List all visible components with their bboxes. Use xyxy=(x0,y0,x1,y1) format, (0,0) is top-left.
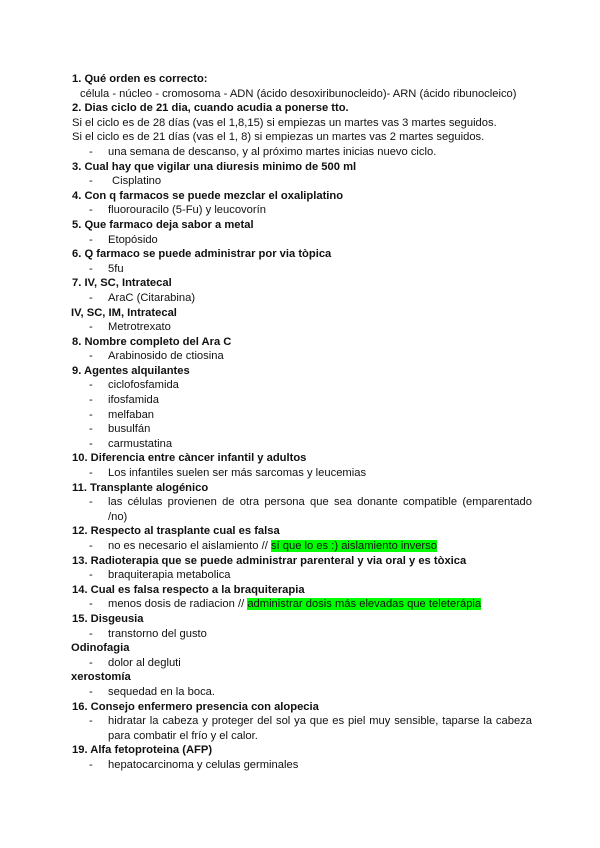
question-12: 12. Respecto al trasplante cual es falsa xyxy=(72,525,280,538)
bullet-dash: - xyxy=(89,598,93,611)
question-9: 9. Agentes alquilantes xyxy=(72,364,190,377)
question-3: 3. Cual hay que vigilar una diuresis minimo de 500 ml xyxy=(72,160,357,173)
question-2: 2. Dias ciclo de 21 dia, cuando acudia a ponerse tto. xyxy=(72,102,349,115)
bullet-dash: - xyxy=(89,758,93,771)
bullet-dash: - xyxy=(89,685,93,698)
bullet-dash: - xyxy=(89,715,93,728)
question-6: 6. Q farmaco se puede administrar por via tòpica xyxy=(72,248,332,261)
question-5: 5. Que farmaco deja sabor a metal xyxy=(72,218,254,231)
term-odinofagia: Odinofagia xyxy=(71,642,130,655)
bullet-dash: - xyxy=(89,540,93,552)
list-item: - transtorno del gusto xyxy=(89,627,207,640)
list-item: - menos dosis de radiacion // administrar dosis más elevadas que teleterápia xyxy=(89,598,482,611)
bullet-dash: - xyxy=(89,350,93,363)
list-item: - sequedad en la boca. xyxy=(89,685,215,698)
question-15: 15. Disgeusia xyxy=(72,612,144,625)
term-xerostomia: xerostomía xyxy=(71,671,131,684)
question-11: 11. Transplante alogénico xyxy=(72,481,209,494)
bullet-dash: - xyxy=(89,569,93,582)
bullet-dash: - xyxy=(89,175,93,188)
question-7: 7. IV, SC, Intratecal xyxy=(72,277,172,290)
question-14: 14. Cual es falsa respecto a la braquiterapia xyxy=(72,583,305,596)
answer-text: Si el ciclo es de 21 días (vas el 1, 8) si empiezas un martes vas 2 martes seguidos. xyxy=(72,131,485,144)
list-item: - hidratar la cabeza y proteger del sol ya que es piel muy sensible, taparse la cabeza para combatir el frío y el calor. xyxy=(89,715,532,742)
answer-text: Si el ciclo es de 28 días (vas el 1,8,15) si empiezas un martes vas 3 martes seguidos. xyxy=(72,116,497,129)
bullet-dash: - xyxy=(89,379,93,392)
bullet-dash: - xyxy=(89,467,93,480)
list-item: - busulfán xyxy=(89,423,151,436)
list-item: - ciclofosfamida xyxy=(89,379,179,392)
list-item: - Etopósido xyxy=(89,233,158,246)
bullet-dash: - xyxy=(89,262,93,275)
list-item: - dolor al degluti xyxy=(89,656,181,669)
list-item: - ifosfamida xyxy=(89,394,159,407)
list-item: - no es necesario el aislamiento // sí que lo es :) aislamiento inverso xyxy=(89,540,437,552)
bullet-dash: - xyxy=(89,437,93,450)
bullet-dash: - xyxy=(89,291,93,304)
question-1: 1. Qué orden es correcto: xyxy=(72,73,208,85)
list-item: - Los infantiles suelen ser más sarcomas y leucemias xyxy=(89,467,367,480)
bullet-dash: - xyxy=(89,233,93,246)
list-item: - Arabinosido de ctiosina xyxy=(89,350,224,363)
question-10: 10. Diferencia entre càncer infantil y adultos xyxy=(72,452,307,465)
question-7b: IV, SC, IM, Intratecal xyxy=(71,306,177,319)
bullet-dash: - xyxy=(89,627,93,640)
bullet-dash: - xyxy=(89,408,93,421)
document-page xyxy=(72,72,532,773)
list-item: - braquiterapia metabolica xyxy=(89,569,231,582)
bullet-dash: - xyxy=(89,496,93,509)
bullet-dash: - xyxy=(89,656,93,669)
list-item: - Cisplatino xyxy=(89,175,162,188)
list-item: - una semana de descanso, y al próximo martes inicias nuevo ciclo. xyxy=(89,145,437,158)
list-item: - Metrotrexato xyxy=(89,321,171,334)
list-item: - 5fu xyxy=(89,262,124,275)
question-19: 19. Alfa fetoproteina (AFP) xyxy=(72,744,213,757)
question-8: 8. Nombre completo del Ara C xyxy=(72,335,232,348)
question-13: 13. Radioterapia que se puede administrar parenteral y via oral y es tòxica xyxy=(72,554,467,567)
highlighted-answer: sí que lo es :) aislamiento inverso xyxy=(270,540,437,552)
list-item: - fluorouracilo (5-Fu) y leucovorín xyxy=(89,204,266,217)
question-16: 16. Consejo enfermero presencia con alopecia xyxy=(72,700,319,713)
list-item: - melfaban xyxy=(89,408,155,421)
bullet-dash: - xyxy=(89,394,93,407)
bullet-dash: - xyxy=(89,204,93,217)
answer-text: célula - núcleo - cromosoma - ADN (ácido desoxiribunocleido)- ARN (ácido ribunocleico) xyxy=(80,87,517,100)
list-item: - carmustatina xyxy=(89,437,173,450)
question-4: 4. Con q farmacos se puede mezclar el oxaliplatino xyxy=(72,189,344,202)
list-item: - hepatocarcinoma y celulas germinales xyxy=(89,758,299,771)
bullet-dash: - xyxy=(89,423,93,436)
bullet-dash: - xyxy=(89,321,93,334)
list-item: - AraC (Citarabina) xyxy=(89,291,196,304)
list-item: - las células provienen de otra persona que sea donante compatible (emparentado /no) xyxy=(89,496,532,523)
highlighted-answer: administrar dosis más elevadas que teleterápia xyxy=(247,598,482,611)
bullet-dash: - xyxy=(89,145,93,158)
